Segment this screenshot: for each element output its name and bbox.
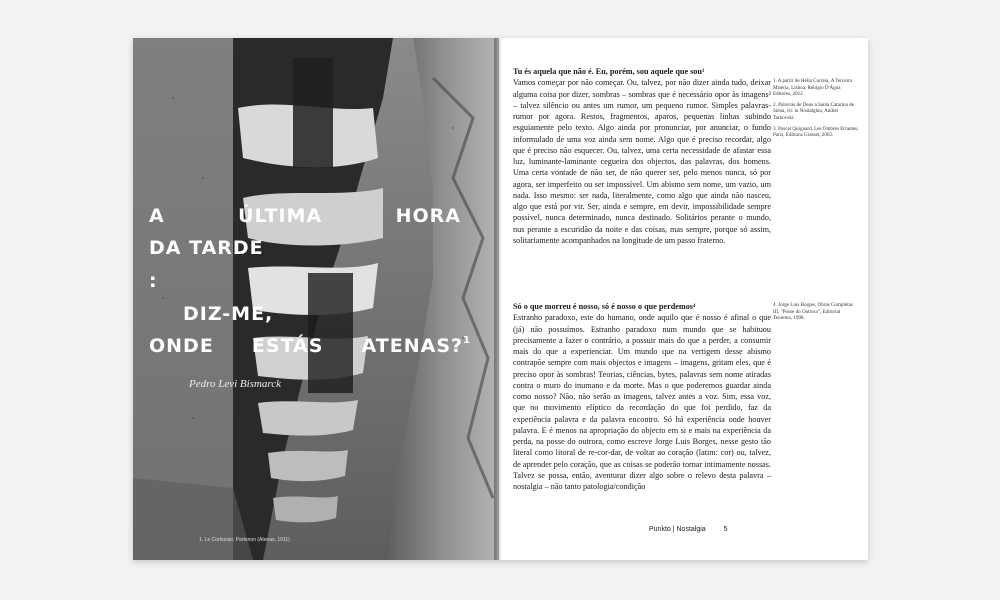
title-word: ÚLTIMA [238,205,323,227]
title-line-2 [149,237,264,259]
footnote: 4. Jorge Luis Borges, Obras Completas III, "Posse do Outrora", Editorial Teorema, 1998. [773,302,853,322]
footnotes-bottom [773,302,859,326]
section-1 [513,66,771,246]
title-line-1 [149,205,461,227]
right-page [499,38,868,560]
title-word: : [149,270,158,292]
page-footer [649,526,728,533]
footnote: 2. Palavras de Deus a Santa Catarina de Siena, cit. in Nostalghia, Andrei Tarkovski. [773,101,854,121]
title-word: HORA [395,205,461,227]
title-word: ONDE [149,335,214,357]
section-2-heading: Só o que morreu é nosso, só é nosso o que perdemos⁴ [513,302,696,311]
photo-caption: 1. Le Corbusier, Partenon (Atenas, 1911) [199,537,290,543]
magazine-spread [133,38,868,560]
section-2 [513,301,771,492]
footnotes-top [773,78,859,143]
footnote: 3. Pascal Quignard, Les Ombres Errantes, Paris, Éditions Grasset, 2002. [773,125,859,139]
title-line-5 [149,335,471,357]
title-word: ESTÁS [251,335,324,357]
footnote: 1. A partir de Hélia Correia, A Terceira Miséria, Lisboa, Relógio D'Água Editores, 2012. [773,78,852,98]
parthenon-photo [133,38,499,560]
section-1-paragraph: Vamos começar por não começar. Ou, talvez, por não dizer ainda tudo, deixar alguma coisa por dizer, sombras – sombras que é necessário opor às imagens² – talvez silêncio ou antes um rumor, um pequeno rumor. Simples palavras-rumor por agora. Restos, fragmentos, aparos, pequenas linhas subindo esguiamente pelo texto. Algo ainda por pronunciar, por anunciar, o fundo informulado de uma voz ainda sem nome. Algo que é preciso recordar, algo que é preciso não esquecer. Ou, talvez, uma certa necessidade de afastar essa luz, luminante-laminante cegueira dos objectos, das palavras, dos homens. Uma certa vontade de não ser, de não querer ser, pelo menos nunca, só por agora, ser imperfeito ou ser impossível. Um abismo sem nome, um vazio, um nada. Isso mesmo: ser nada, literalmente, como algo que ainda não nasceu, algo que está por vir. Ser, ainda e sempre, em devir, impossibilidade sempre possível, nunca determinado, nunca destinado. Solitários perante o mundo, nus perante a escuridão da noite e das coisas, mas sempre, porque só assim, solitariamente acompanhados na longitude de um passo fraterno. [513,78,771,245]
title-word: DIZ-ME, [183,303,274,325]
title-footnote-marker: 1 [463,335,471,346]
author-name: Pedro Levi Bismarck [189,378,282,390]
title-line-3 [149,270,158,292]
title-word: ATENAS?$^1$ [361,335,471,357]
title-line-4 [183,303,273,325]
title-word: A [149,205,165,227]
publication-name: Punkto | Nostalgia [649,526,706,533]
left-page [133,38,499,560]
section-1-heading: Tu és aquela que não é. Eu, porém, sou aquele que sou¹ [513,67,705,76]
section-2-paragraph: Estranho paradoxo, este do humano, onde aquilo que é nosso é afinal o que (já) não possuímos. Estranho paradoxo num mundo que se habituou precisamente a fazer o contrário, a possuir mais do que a perder, a consumir mais do que a experienciar. Um mundo que na vertigem desse abismo contrapõe sempre com mais objectos e imagens – imagens, gritam eles, que é preciso opor às sombras! Teorias, ciências, bytes, palavras sem nome atiradas contra o muro do inumano e da morte. Mas o que poderemos guardar ainda como nosso? Não, não serão as imagens, talvez antes a voz. Sim, essa voz, que no movimento elíptico da recordação do que foi perdido, faz da experiência palavra e da palavra encontro. Só há experiência onde houver palavra. E é menos na apropriação do objecto em si e mais na experiência da perda, na posse do outrora, como escreve Jorge Luis Borges, nesse gesto tão literal como litoral de re-cor-dar, de voltar ao coração (latim: cor) ou, talvez, de aprender pelo coração, que as coisas se poderão tornar intimamente nossas. Talvez se possa, então, aventurar dizer algo sobre o relevo desta palavra – nostalgia – não tanto patologia/condição [513,313,771,491]
title-word: DA TARDE [149,237,264,259]
page-number: 5 [723,526,728,533]
